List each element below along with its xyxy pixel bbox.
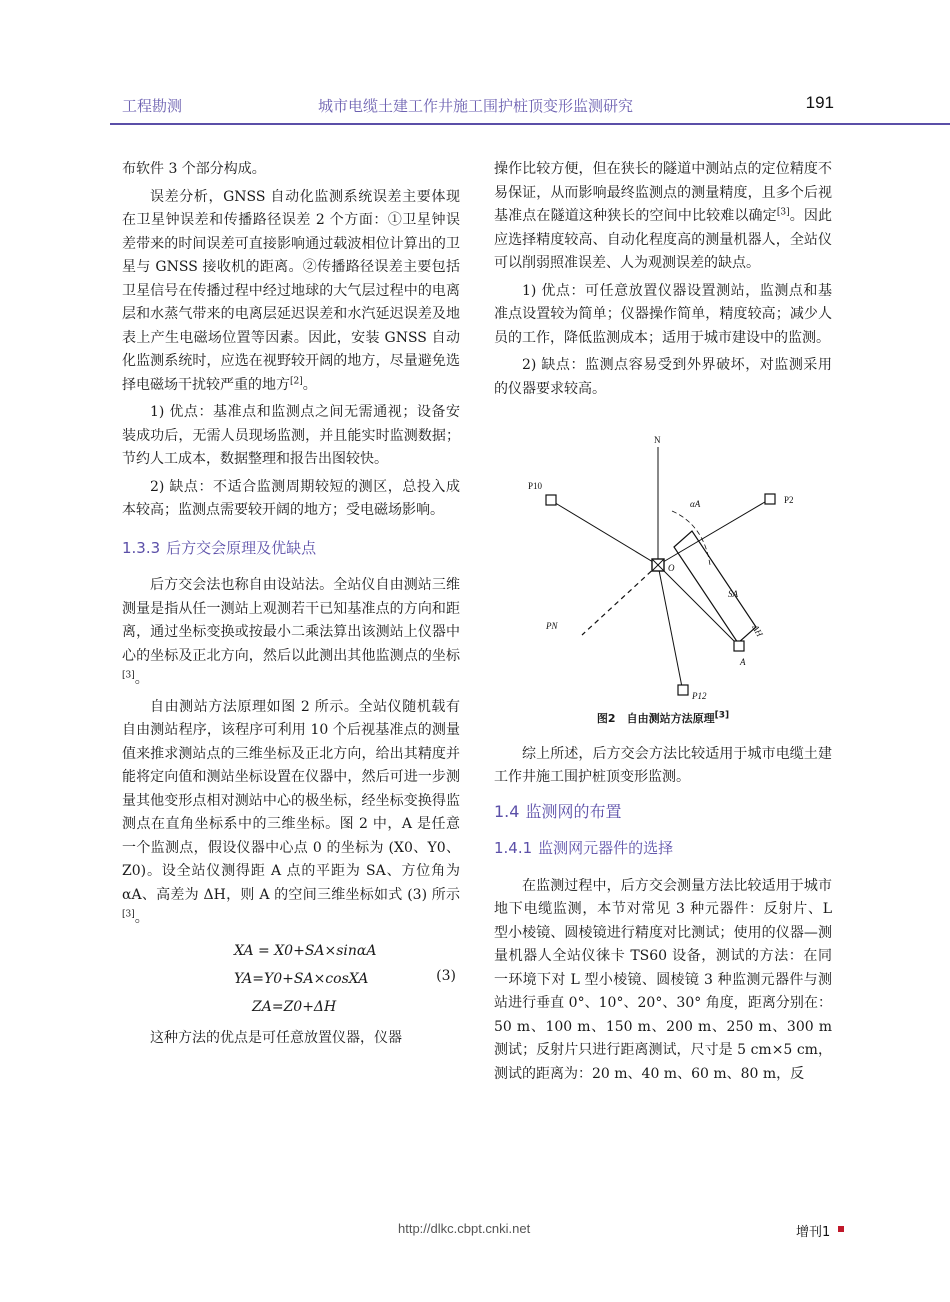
paragraph: 布软件 3 个部分构成。 bbox=[122, 161, 266, 177]
point-a bbox=[734, 641, 744, 651]
formula-line: ZA=Z0+ΔH bbox=[252, 998, 337, 1015]
station-p2 bbox=[765, 494, 775, 504]
equation-number: (3) bbox=[436, 967, 456, 984]
paragraph: 1) 优点：基准点和监测点之间无需通视；设备安装成功后，无需人员现场监测，并且能实时监测数据；节约人工成本，数据整理和报告出图较快。 bbox=[122, 404, 460, 467]
page-number: 191 bbox=[805, 93, 834, 112]
right-column bbox=[494, 158, 832, 1090]
paragraph: 自由测站方法原理如图 2 所示。全站仪随机载有自由测站程序，该程序可利用 10 个后视基准点的测量值来推求测站点的三维坐标及正北方向，给出其精度并能将定向值和测站坐标设置在仪器中，然后可进一步测量其他变形点相对测站中心的极坐标，经坐标变换得监测点在直角坐标系中的三维坐标。图 2 中，A 是任意一个监测点，假设仪器中心点 0 的坐标为 (X0、Y0、Z0)。设全站仪测得距 A 点的平距为 SA、方位角为 αA、高差为 ΔH，则 A 的空间三维坐标如式 (3) 所示[3]。 bbox=[122, 698, 460, 926]
paragraph: 这种方法的优点是可任意放置仪器，仪器 bbox=[150, 1029, 402, 1046]
paragraph: 综上所述，后方交会方法比较适用于城市电缆土建工作井施工围护桩顶变形监测。 bbox=[494, 745, 832, 785]
label-p1: P12 bbox=[692, 691, 707, 701]
paragraph: 后方交会法也称自由设站法。全站仪自由测站三维测量是指从任一测站上观测若干已知基准点的方向和距离，通过坐标变换或按最小二乘法算出该测站上仪器中心的坐标及正北方向，然后以此测出其他监测点的坐标[3]。 bbox=[122, 577, 460, 687]
label-alpha: αA bbox=[690, 499, 701, 509]
label-n: N bbox=[654, 435, 661, 445]
figure-caption: 图2 自由测站方法原理[3] bbox=[596, 710, 730, 725]
footer-url: http://dlkc.cbpt.cnki.net bbox=[398, 1221, 531, 1236]
section-heading-1-3-3: 1.3.3 后方交会原理及优缺点 bbox=[122, 538, 317, 557]
figure-2 bbox=[494, 415, 832, 705]
paragraph: 2) 缺点：监测点容易受到外界破坏，对监测采用的仪器要求较高。 bbox=[494, 357, 832, 397]
station-p1 bbox=[678, 685, 688, 695]
formula-line: YA=Y0+SA×cosXA bbox=[234, 970, 369, 987]
formula-line: XA = X0+SA×sinαA bbox=[234, 942, 377, 959]
label-p10: P10 bbox=[528, 481, 543, 491]
paragraph: 在监测过程中，后方交会测量方法比较适用于城市地下电缆监测，本节对常见 3 种元器件：反射片、L 型小棱镜、圆棱镜进行精度对比测试；使用的仪器—测量机器人全站仪徕卡 TS60 设备，测试的方法：在同一环境下对 L 型小棱镜、圆棱镜 3 种监测元器件与测站进行垂直 0°、10°、20°、30° 角度，距离分别在：50 m、100 m、150 m、200 m、250 m、300 m 测试；反射片只进行距离测试，尺寸是 5 cm×5 cm，测试的距离为：20 m、40 m、60 m、80 m，反 bbox=[494, 877, 832, 1082]
paragraph: 操作比较方便，但在狭长的隧道中测站点的定位精度不易保证，从而影响最终监测点的测量精度，且多个后视基准点在隧道这种狭长的空间中比较难以确定[3]。因此应选择精度较高、自动化程度高的测量机器人，全站仪可以削弱照准误差、人为观测误差的缺点。 bbox=[494, 161, 833, 271]
page-header bbox=[122, 95, 834, 119]
journal-name: 工程勘测 bbox=[122, 97, 183, 115]
station-p10 bbox=[546, 495, 556, 505]
paragraph: 2) 缺点：不适合监测周期较短的测区，总投入成本较高；监测点需要较开阔的地方；受电磁场影响。 bbox=[122, 478, 460, 518]
label-o: O bbox=[668, 563, 675, 573]
paragraph: 1) 优点：可任意放置仪器设置测站，监测点和基准点设置较为简单；仪器操作简单，精度较高；减少人员的工作，降低监测成本；适用于城市建设中的监测。 bbox=[494, 282, 832, 346]
line-pn bbox=[582, 565, 658, 635]
line-a bbox=[658, 565, 738, 645]
label-sa: SA bbox=[728, 589, 738, 599]
line-p1 bbox=[658, 565, 682, 687]
left-column bbox=[122, 158, 460, 1054]
paragraph: 误差分析，GNSS 自动化监测系统误差主要体现在卫星钟误差和传播路径误差 2 个方面：①卫星钟误差带来的时间误差可直接影响通过载波相位计算出的卫星与 GNSS 接收机的距离。②传播路径误差主要包括卫星信号在传播过程中经过地球的大气层过程中的电离层和水蒸气带来的电离层延迟误差和水汽延迟误差及地表上产生电磁场位置等因素。因此，安装 GNSS 自动化监测系统时，应选在视野较开阔的地方，尽量避免选择电磁场干扰较严重的地方[2]。 bbox=[122, 188, 460, 393]
section-heading-1-4: 1.4 监测网的布置 bbox=[494, 801, 622, 821]
equation-3 bbox=[122, 937, 460, 1021]
label-a: A bbox=[740, 657, 746, 667]
line-p2 bbox=[658, 499, 770, 565]
label-p2: P2 bbox=[784, 495, 794, 505]
line-p10 bbox=[552, 501, 658, 565]
header-rule bbox=[110, 123, 950, 125]
section-heading-1-4-1: 1.4.1 监测网元器件的选择 bbox=[494, 839, 674, 857]
free-station-diagram bbox=[494, 415, 832, 705]
label-dh: ΔH bbox=[750, 623, 765, 639]
label-pn: PN bbox=[546, 621, 558, 631]
footer-square-marker bbox=[838, 1226, 844, 1232]
running-title: 城市电缆土建工作井施工围护桩顶变形监测研究 bbox=[318, 97, 634, 115]
footer-issue: 增刊1 bbox=[796, 1225, 831, 1240]
